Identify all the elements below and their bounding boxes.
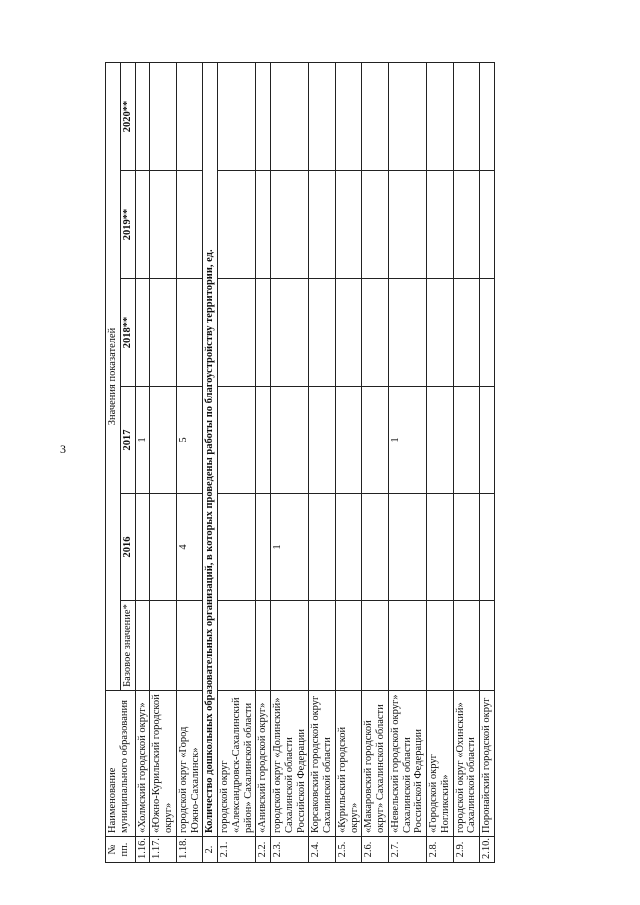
value-cell — [427, 279, 454, 387]
table-row — [271, 63, 309, 863]
value-cell — [135, 171, 150, 279]
value-cell — [309, 601, 336, 691]
value-cell — [388, 494, 426, 601]
value-cell — [388, 171, 426, 279]
table-body — [135, 63, 494, 863]
value-cell — [176, 601, 203, 691]
value-cell — [335, 63, 362, 171]
value-cell — [309, 494, 336, 601]
header-base: Базовое значение* — [120, 601, 135, 691]
value-cell — [453, 63, 480, 171]
row-number: 2.6. — [362, 837, 389, 863]
header-number: № пп. — [106, 837, 136, 863]
value-cell: 5 — [176, 387, 203, 494]
value-cell — [135, 63, 150, 171]
municipality-name: «Анивский городской округ» — [256, 691, 271, 837]
row-number: 2.4. — [309, 837, 336, 863]
table-row — [453, 63, 480, 863]
value-cell — [271, 63, 309, 171]
municipality-name: «Невельский городской округ» Сахалинской области Российской Федерации — [388, 691, 426, 837]
municipality-name: городской округ «Охинский» Сахалинской области — [453, 691, 480, 837]
header-row-1 — [106, 63, 121, 863]
value-cell — [427, 63, 454, 171]
value-cell — [453, 279, 480, 387]
value-cell — [150, 387, 177, 494]
table-row — [480, 63, 495, 863]
value-cell — [335, 279, 362, 387]
value-cell — [309, 171, 336, 279]
header-name: Наименование муниципального образования — [106, 691, 136, 837]
indicator-table — [105, 62, 495, 863]
value-cell — [480, 279, 495, 387]
value-cell — [271, 279, 309, 387]
table-row — [388, 63, 426, 863]
municipality-name: «Курильский городской округ» — [335, 691, 362, 837]
value-cell — [256, 601, 271, 691]
value-cell — [271, 601, 309, 691]
value-cell — [218, 171, 256, 279]
table-row — [218, 63, 256, 863]
value-cell — [150, 494, 177, 601]
value-cell — [309, 63, 336, 171]
value-cell — [480, 63, 495, 171]
value-cell — [256, 494, 271, 601]
value-cell — [271, 171, 309, 279]
value-cell — [453, 171, 480, 279]
value-cell — [453, 387, 480, 494]
value-cell — [427, 387, 454, 494]
table-row — [176, 63, 203, 863]
table-row — [256, 63, 271, 863]
value-cell — [362, 279, 389, 387]
value-cell — [150, 279, 177, 387]
value-cell — [176, 279, 203, 387]
value-cell — [218, 279, 256, 387]
municipality-name: «Холмский городской округ» — [135, 691, 150, 837]
value-cell — [135, 601, 150, 691]
value-cell — [256, 279, 271, 387]
row-number: 2.9. — [453, 837, 480, 863]
municipality-name: городской округ «Город Южно-Сахалинск» — [176, 691, 203, 837]
row-number: 2.7. — [388, 837, 426, 863]
value-cell: 1 — [271, 494, 309, 601]
value-cell — [150, 171, 177, 279]
table-row — [335, 63, 362, 863]
row-number: 1.16. — [135, 837, 150, 863]
value-cell — [271, 387, 309, 494]
municipality-name: городской округ «Александровск-Сахалинский район» Сахалинской области — [218, 691, 256, 837]
section-title: Количество дошкольных образовательных организаций, в которых проведены работы по благоустройству территории, ед. — [203, 63, 218, 837]
value-cell — [362, 601, 389, 691]
value-cell — [335, 494, 362, 601]
table-row — [150, 63, 177, 863]
value-cell — [427, 494, 454, 601]
header-year-2017: 2017 — [120, 387, 135, 494]
row-number: 1.18. — [176, 837, 203, 863]
value-cell — [176, 63, 203, 171]
value-cell — [256, 387, 271, 494]
table-row — [362, 63, 389, 863]
section-row — [203, 63, 218, 863]
value-cell: 1 — [135, 387, 150, 494]
municipality-name: «Макаровский городской округ» Сахалинской области — [362, 691, 389, 837]
row-number: 2.8. — [427, 837, 454, 863]
value-cell — [218, 387, 256, 494]
municipality-name: Поронайский городской округ — [480, 691, 495, 837]
value-cell — [362, 63, 389, 171]
row-number: 2.10. — [480, 837, 495, 863]
row-number: 2. — [203, 837, 218, 863]
value-cell — [453, 601, 480, 691]
value-cell — [309, 387, 336, 494]
value-cell — [453, 494, 480, 601]
header-year-2020: 2020** — [120, 63, 135, 171]
value-cell — [480, 387, 495, 494]
value-cell — [309, 279, 336, 387]
value-cell — [427, 171, 454, 279]
value-cell — [362, 387, 389, 494]
value-cell — [335, 171, 362, 279]
indicator-table-container — [105, 63, 495, 863]
value-cell — [218, 494, 256, 601]
value-cell — [256, 63, 271, 171]
value-cell — [218, 601, 256, 691]
value-cell — [388, 279, 426, 387]
value-cell: 4 — [176, 494, 203, 601]
value-cell — [480, 601, 495, 691]
row-number: 2.3. — [271, 837, 309, 863]
page-number: 3 — [60, 442, 66, 456]
header-year-2016: 2016 — [120, 494, 135, 601]
municipality-name: городской округ «Долинский» Сахалинской области Российской Федерации — [271, 691, 309, 837]
row-number: 2.5. — [335, 837, 362, 863]
value-cell — [218, 63, 256, 171]
value-cell — [150, 63, 177, 171]
value-cell — [135, 494, 150, 601]
municipality-name: Корсаковский городской округ Сахалинской области — [309, 691, 336, 837]
table-row — [135, 63, 150, 863]
value-cell — [362, 171, 389, 279]
row-number: 1.17. — [150, 837, 177, 863]
municipality-name: «Южно-Курильский городской округ» — [150, 691, 177, 837]
municipality-name: «Городской округ Ногликский» — [427, 691, 454, 837]
value-cell — [480, 171, 495, 279]
value-cell — [480, 494, 495, 601]
header-year-2018: 2018** — [120, 279, 135, 387]
header-values-group: Значения показателей — [106, 63, 121, 691]
header-year-2019: 2019** — [120, 171, 135, 279]
value-cell — [388, 63, 426, 171]
value-cell — [335, 601, 362, 691]
table-row — [427, 63, 454, 863]
table-row — [309, 63, 336, 863]
value-cell — [176, 171, 203, 279]
value-cell: 1 — [388, 387, 426, 494]
value-cell — [362, 494, 389, 601]
value-cell — [335, 387, 362, 494]
row-number: 2.1. — [218, 837, 256, 863]
value-cell — [150, 601, 177, 691]
value-cell — [388, 601, 426, 691]
value-cell — [256, 171, 271, 279]
row-number: 2.2. — [256, 837, 271, 863]
value-cell — [135, 279, 150, 387]
value-cell — [427, 601, 454, 691]
